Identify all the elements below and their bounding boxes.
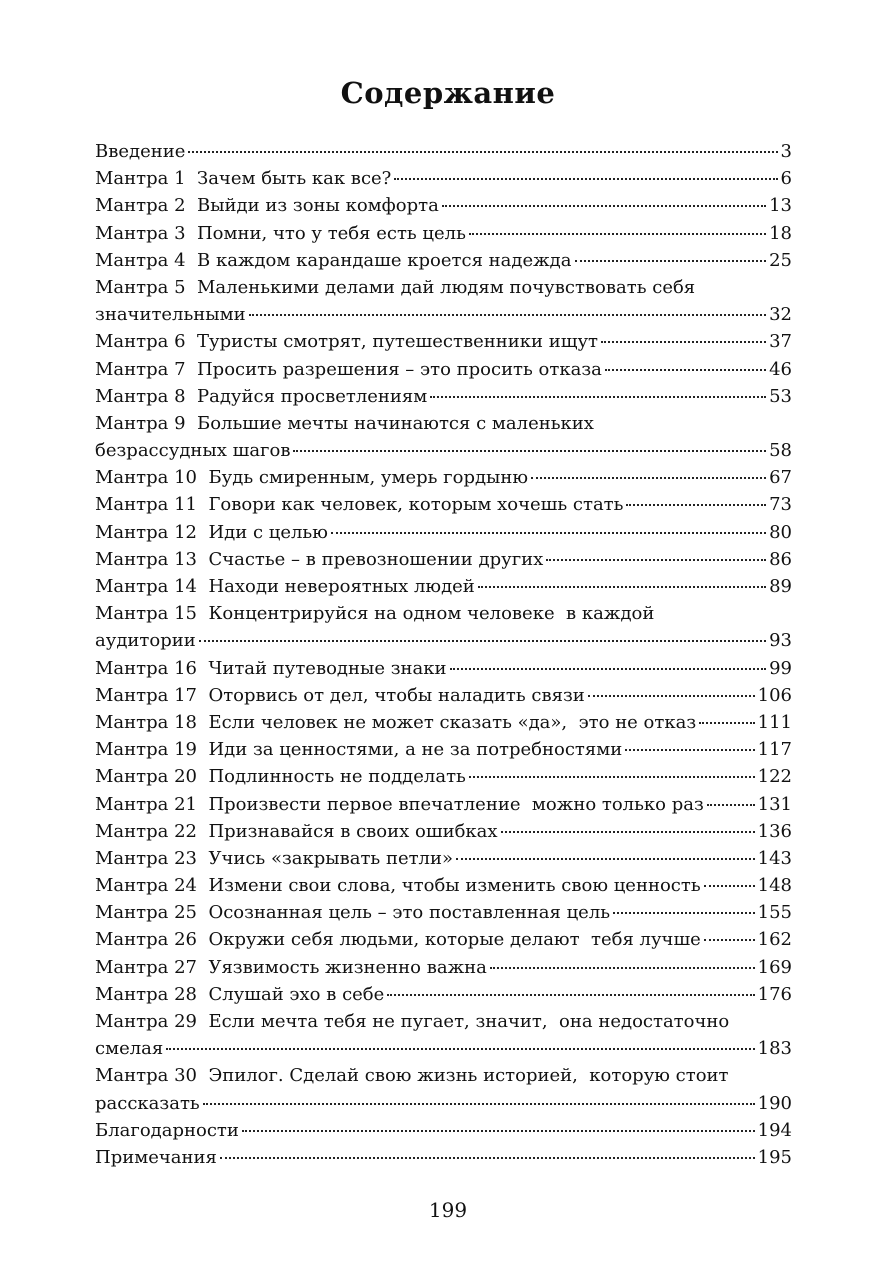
- dot-leader: [478, 584, 766, 588]
- toc-entry: [95, 546, 792, 573]
- dot-leader: [199, 638, 766, 642]
- toc-entry: [95, 165, 792, 192]
- toc-entry-title: Мантра 2 Выйди из зоны комфорта: [95, 192, 440, 219]
- dot-leader: [469, 774, 755, 778]
- toc-entry-line: [95, 655, 792, 682]
- toc-entry-title: Мантра 25 Осознанная цель – это поставленная цель: [95, 899, 611, 926]
- dot-leader: [450, 666, 767, 670]
- toc-entry-line: [95, 954, 792, 981]
- dot-leader: [613, 910, 755, 914]
- toc-entry-page: 148: [757, 875, 792, 897]
- toc-entry-line: [95, 1035, 792, 1062]
- toc-entry-line: [95, 981, 792, 1008]
- toc-entry: [95, 818, 792, 845]
- toc-entry: [95, 981, 792, 1008]
- toc-entry-line: [95, 491, 792, 518]
- toc-entry-line: [95, 709, 792, 736]
- toc-entry-title: Примечания: [95, 1144, 218, 1171]
- toc-entry-line: [95, 356, 792, 383]
- toc-entry-page: 155: [757, 902, 792, 924]
- toc-entry-title: Мантра 7 Просить разрешения – это просить отказа: [95, 356, 603, 383]
- toc-entry-title: Мантра 8 Радуйся просветлениям: [95, 383, 428, 410]
- toc-entry-page: 58: [769, 440, 792, 462]
- toc-entry: [95, 519, 792, 546]
- dot-leader: [469, 231, 766, 235]
- dot-leader: [387, 992, 754, 996]
- toc-entry: [95, 926, 792, 953]
- toc-entry-line: [95, 1117, 792, 1144]
- toc-entry-page: 117: [757, 739, 792, 761]
- toc-entry: [95, 1008, 792, 1062]
- toc-entry-line: [95, 383, 792, 410]
- toc-entry: [95, 763, 792, 790]
- toc-entry: [95, 192, 792, 219]
- dot-leader: [625, 747, 754, 751]
- toc-entry-line: [95, 627, 792, 654]
- toc-entry-page: 143: [757, 847, 792, 869]
- toc-entry-title: значительными: [95, 301, 247, 328]
- toc-entry-line: [95, 573, 792, 600]
- toc-entry: [95, 845, 792, 872]
- toc-entry-title: безрассудных шагов: [95, 437, 291, 464]
- toc-entry: [95, 1117, 792, 1144]
- toc-entry-page: 73: [769, 494, 792, 516]
- toc-entry: [95, 655, 792, 682]
- dot-leader: [456, 856, 755, 860]
- toc-entry-line: [95, 165, 792, 192]
- dot-leader: [704, 883, 755, 887]
- toc-entry-line: [95, 464, 792, 491]
- toc-entry-title: Благодарности: [95, 1117, 240, 1144]
- toc-entry-line: [95, 220, 792, 247]
- dot-leader: [490, 965, 755, 969]
- page-title: Содержание: [340, 76, 556, 110]
- toc-entry: [95, 247, 792, 274]
- toc-entry-title: рассказать: [95, 1090, 201, 1117]
- toc-entry-page: 25: [769, 249, 792, 271]
- toc-entry-title: Мантра 30 Эпилог. Сделай свою жизнь историей, которую стоит: [95, 1065, 729, 1087]
- toc-entry-title: Мантра 29 Если мечта тебя не пугает, значит, она недостаточно: [95, 1011, 730, 1033]
- toc-entry-title: Мантра 19 Иди за ценностями, а не за потребностями: [95, 736, 623, 763]
- toc-entry-page: 183: [757, 1038, 792, 1060]
- toc-entry-page: 106: [757, 684, 792, 706]
- toc-entry-title: Мантра 26 Окружи себя людьми, которые делают тебя лучше: [95, 926, 702, 953]
- toc-entry-line: [95, 1144, 792, 1171]
- toc-entry-title: Введение: [95, 138, 186, 165]
- toc-entry: [95, 791, 792, 818]
- toc-entry-line: [95, 791, 792, 818]
- toc-entry: [95, 138, 792, 165]
- toc-entry-title: смелая: [95, 1035, 164, 1062]
- toc-entry-title: Мантра 9 Большие мечты начинаются с маленьких: [95, 412, 594, 434]
- toc-entry: [95, 899, 792, 926]
- dot-leader: [188, 149, 777, 153]
- toc-entry-title: Мантра 10 Будь смиренным, умерь гордыню: [95, 464, 529, 491]
- toc-entry: [95, 410, 792, 464]
- dot-leader: [430, 394, 766, 398]
- toc-entry-line: [95, 437, 792, 464]
- toc-entry-page: 194: [757, 1119, 792, 1141]
- toc-entry-title: Мантра 24 Измени свои слова, чтобы изменить свою ценность: [95, 872, 702, 899]
- toc-entry-title: Мантра 12 Иди с целью: [95, 519, 329, 546]
- toc-entry-line: [95, 682, 792, 709]
- toc-entry-title: аудитории: [95, 627, 197, 654]
- toc-entry: [95, 220, 792, 247]
- toc-entry: [95, 573, 792, 600]
- toc-entry-page: 32: [769, 304, 792, 326]
- toc-entry-line: [95, 546, 792, 573]
- dot-leader: [588, 693, 755, 697]
- dot-leader: [626, 502, 766, 506]
- toc-entry-title: Мантра 16 Читай путеводные знаки: [95, 655, 448, 682]
- toc-entry-line: [95, 519, 792, 546]
- toc-entry-page: 195: [757, 1147, 792, 1169]
- toc-entry-page: 46: [769, 358, 792, 380]
- toc-entry-title: Мантра 1 Зачем быть как все?: [95, 165, 392, 192]
- toc-entry-title: Мантра 11 Говори как человек, которым хочешь стать: [95, 491, 624, 518]
- toc-entry-line: [95, 301, 792, 328]
- toc-entry-page: 89: [769, 576, 792, 598]
- toc-entry-page: 18: [769, 222, 792, 244]
- toc-entry-title: Мантра 23 Учись «закрывать петли»: [95, 845, 454, 872]
- toc-entry-page: 6: [780, 168, 792, 190]
- toc-entry-title: Мантра 4 В каждом карандаше кроется надежда: [95, 247, 573, 274]
- toc-entry-line: [95, 845, 792, 872]
- toc-entry-title: Мантра 5 Маленькими делами дай людям почувствовать себя: [95, 276, 696, 298]
- toc-entry-title: Мантра 14 Находи невероятных людей: [95, 573, 476, 600]
- page-number-footer: 199: [428, 1198, 468, 1222]
- dot-leader: [220, 1155, 755, 1159]
- toc-entry: [95, 1062, 792, 1116]
- dot-leader: [601, 339, 766, 343]
- dot-leader: [605, 367, 766, 371]
- toc-entry-title: Мантра 21 Произвести первое впечатление можно только раз: [95, 791, 705, 818]
- toc-entry-page: 162: [757, 929, 792, 951]
- toc-entry-title: Мантра 3 Помни, что у тебя есть цель: [95, 220, 467, 247]
- toc-entry-title: Мантра 28 Слушай эхо в себе: [95, 981, 385, 1008]
- toc-entry-page: 122: [757, 766, 792, 788]
- dot-leader: [575, 258, 767, 262]
- toc-entry-title: Мантра 22 Признавайся в своих ошибках: [95, 818, 499, 845]
- toc-entry: [95, 682, 792, 709]
- dot-leader: [707, 802, 755, 806]
- toc-entry: [95, 954, 792, 981]
- toc-entry: [95, 356, 792, 383]
- toc-entry: [95, 872, 792, 899]
- toc-entry-page: 86: [769, 548, 792, 570]
- toc-entry-line: [95, 328, 792, 355]
- dot-leader: [249, 312, 766, 316]
- toc-entry-title: Мантра 6 Туристы смотрят, путешественники ищут: [95, 328, 599, 355]
- dot-leader: [531, 475, 766, 479]
- toc-entry-page: 80: [769, 521, 792, 543]
- table-of-contents: [95, 138, 792, 1171]
- toc-entry-line: [95, 926, 792, 953]
- toc-entry-page: 190: [757, 1092, 792, 1114]
- toc-entry: [95, 464, 792, 491]
- toc-entry: [95, 1144, 792, 1171]
- toc-entry: [95, 709, 792, 736]
- toc-entry-page: 176: [757, 983, 792, 1005]
- toc-entry-line: [95, 247, 792, 274]
- dot-leader: [704, 937, 755, 941]
- dot-leader: [442, 203, 766, 207]
- toc-entry-page: 37: [769, 331, 792, 353]
- toc-entry: [95, 491, 792, 518]
- toc-entry-page: 13: [769, 195, 792, 217]
- toc-entry: [95, 600, 792, 654]
- toc-entry-line: [95, 1090, 792, 1117]
- toc-entry-title: Мантра 17 Оторвись от дел, чтобы наладить связи: [95, 682, 586, 709]
- dot-leader: [394, 176, 777, 180]
- toc-entry-page: 3: [780, 141, 792, 162]
- toc-entry-title: Мантра 15 Концентрируйся на одном человеке в каждой: [95, 603, 655, 625]
- dot-leader: [293, 448, 766, 452]
- dot-leader: [546, 557, 766, 561]
- toc-entry-page: 67: [769, 467, 792, 489]
- toc-entry-line: [95, 192, 792, 219]
- dot-leader: [166, 1046, 754, 1050]
- toc-entry-line: [95, 899, 792, 926]
- toc-entry: [95, 736, 792, 763]
- toc-entry-page: 93: [769, 630, 792, 652]
- toc-entry-title: Мантра 18 Если человек не может сказать «да», это не отказ: [95, 709, 697, 736]
- toc-entry-line: [95, 138, 792, 165]
- toc-entry-line: [95, 763, 792, 790]
- toc-entry-page: 53: [769, 385, 792, 407]
- toc-entry-page: 131: [757, 793, 792, 815]
- toc-entry: [95, 328, 792, 355]
- dot-leader: [699, 720, 754, 724]
- toc-entry-title: Мантра 13 Счастье – в превозношении других: [95, 546, 544, 573]
- dot-leader: [501, 829, 755, 833]
- toc-entry-page: 136: [757, 820, 792, 842]
- toc-entry-line: [95, 872, 792, 899]
- toc-entry-line: [95, 736, 792, 763]
- toc-entry: [95, 383, 792, 410]
- toc-entry: [95, 274, 792, 328]
- dot-leader: [331, 530, 766, 534]
- toc-entry-page: 99: [769, 657, 792, 679]
- toc-entry-title: Мантра 20 Подлинность не подделать: [95, 763, 467, 790]
- dot-leader: [242, 1128, 755, 1132]
- toc-entry-line: [95, 818, 792, 845]
- toc-entry-page: 169: [757, 956, 792, 978]
- dot-leader: [203, 1101, 755, 1105]
- toc-entry-page: 111: [757, 711, 792, 733]
- toc-entry-title: Мантра 27 Уязвимость жизненно важна: [95, 954, 488, 981]
